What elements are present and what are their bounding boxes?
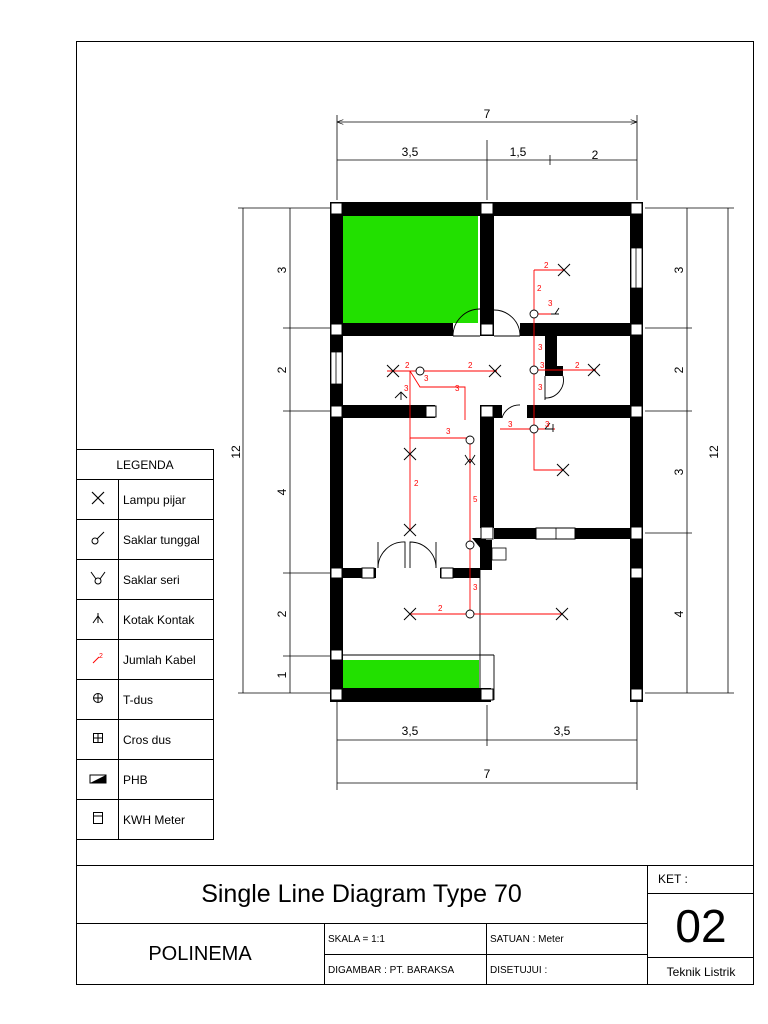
dim-top-total: 7 <box>483 107 491 121</box>
legend-label: KWH Meter <box>119 800 214 840</box>
svg-text:3: 3 <box>455 384 460 393</box>
svg-text:3: 3 <box>538 383 543 392</box>
svg-text:3: 3 <box>538 343 543 352</box>
svg-text:2: 2 <box>414 479 419 488</box>
dim-right-seg-3: 3 <box>672 468 686 476</box>
svg-text:3: 3 <box>446 427 451 436</box>
dim-top-seg-1: 3,5 <box>401 145 419 159</box>
dim-left-seg-2: 2 <box>275 366 289 374</box>
svg-text:2: 2 <box>438 604 443 613</box>
legend-label: Saklar tunggal <box>119 520 214 560</box>
cross-junction-box-icon <box>77 720 119 760</box>
svg-text:2: 2 <box>537 284 542 293</box>
sheet-number: 02 <box>648 893 754 957</box>
legend-label: Cros dus <box>119 720 214 760</box>
svg-text:3: 3 <box>545 420 550 429</box>
single-switch-icon <box>77 520 119 560</box>
svg-text:3: 3 <box>424 374 429 383</box>
svg-text:3: 3 <box>404 384 409 393</box>
socket-outlet-icon <box>77 600 119 640</box>
organization-name: POLINEMA <box>76 923 325 985</box>
dim-left-seg-4: 2 <box>275 610 289 618</box>
green-room-area <box>343 215 478 323</box>
svg-text:3: 3 <box>540 361 545 370</box>
kwh-meter-icon <box>77 800 119 840</box>
dim-bottom-total: 7 <box>483 767 491 781</box>
drawing-title: Single Line Diagram Type 70 <box>76 865 648 923</box>
legend-label: T-dus <box>119 680 214 720</box>
dim-top-seg-3: 2 <box>591 148 599 162</box>
approved-label: DISETUJUI : <box>487 954 648 985</box>
dim-right-seg-1: 3 <box>672 266 686 274</box>
legend-label: Lampu pijar <box>119 480 214 520</box>
dim-right-total: 12 <box>707 445 721 459</box>
dim-right-seg-2: 2 <box>672 366 686 374</box>
legend-label: Jumlah Kabel <box>119 640 214 680</box>
svg-text:5: 5 <box>473 495 478 504</box>
svg-text:2: 2 <box>405 361 410 370</box>
legend-table <box>76 449 214 840</box>
svg-text:3: 3 <box>473 583 478 592</box>
t-junction-box-icon <box>77 680 119 720</box>
panel-board-icon <box>77 760 119 800</box>
dim-left-seg-5: 1 <box>275 671 289 679</box>
cable-count-icon <box>77 640 119 680</box>
dim-left-total: 12 <box>229 445 243 459</box>
svg-text:2: 2 <box>98 653 103 660</box>
series-switch-icon <box>77 560 119 600</box>
legend-label: Kotak Kontak <box>119 600 214 640</box>
green-terrace-area <box>343 660 479 690</box>
legend-label: Saklar seri <box>119 560 214 600</box>
unit-label: SATUAN : Meter <box>487 923 648 954</box>
dim-top-seg-2: 1,5 <box>509 145 527 159</box>
svg-text:3: 3 <box>548 299 553 308</box>
legend-title: LEGENDA <box>77 450 214 480</box>
ket-label: KET : <box>648 865 754 893</box>
lamp-cross-icon <box>77 480 119 520</box>
department-label: Teknik Listrik <box>648 957 754 985</box>
scale-label: SKALA = 1:1 <box>325 923 487 954</box>
svg-text:2: 2 <box>575 361 580 370</box>
dim-bottom-seg-2: 3,5 <box>553 724 571 738</box>
svg-text:3: 3 <box>508 420 513 429</box>
svg-text:2: 2 <box>468 361 473 370</box>
dim-bottom-seg-1: 3,5 <box>401 724 419 738</box>
dim-left-seg-1: 3 <box>275 266 289 274</box>
dim-left-seg-3: 4 <box>275 488 289 496</box>
legend-label: PHB <box>119 760 214 800</box>
drawn-by-label: DIGAMBAR : PT. BARAKSA <box>325 954 487 985</box>
svg-text:2: 2 <box>544 261 549 270</box>
dim-right-seg-4: 4 <box>672 610 686 618</box>
